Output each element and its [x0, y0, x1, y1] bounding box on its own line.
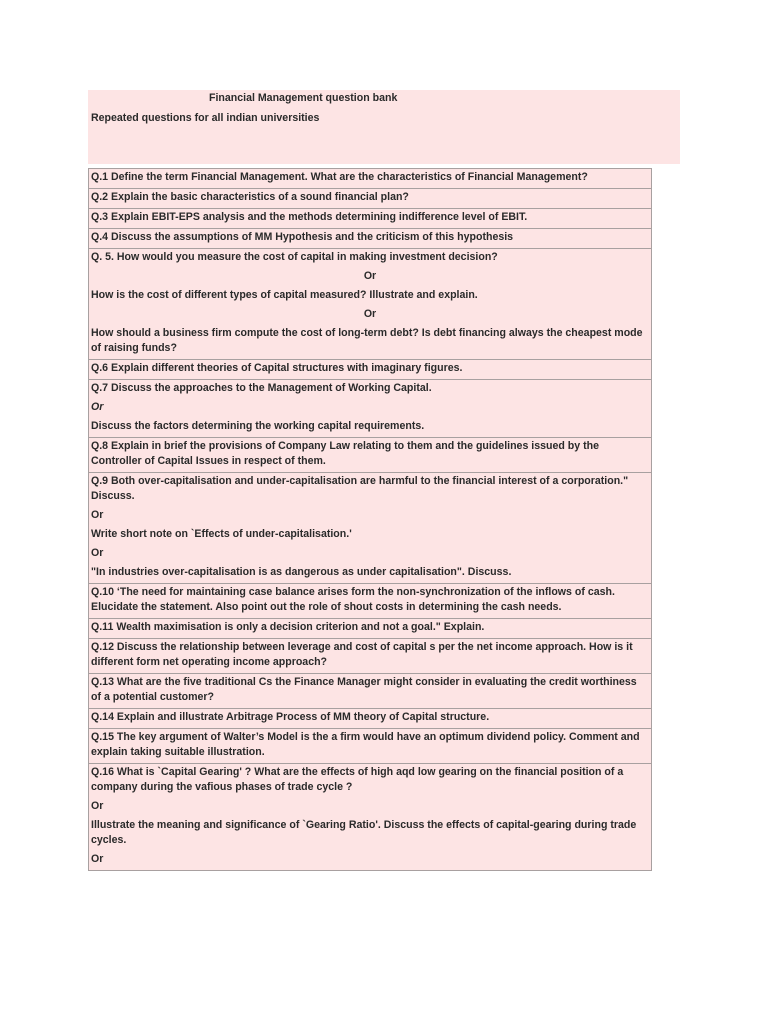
- question-cell: [89, 473, 652, 584]
- question-alt-text: "In industries over-capitalisation is as dangerous as under capitalisation". Discuss.: [91, 566, 512, 578]
- question-text: Q.6 Explain different theories of Capital structures with imaginary figures.: [91, 362, 463, 374]
- question-text: Q.13 What are the five traditional Cs the Finance Manager might consider in evaluating the credit worthiness of a potential customer?: [91, 676, 637, 703]
- question-cell: [89, 380, 652, 438]
- question-row: [89, 380, 652, 438]
- question-text: Q.15 The key argument of Walter’s Model is the a firm would have an optimum dividend policy. Comment and explain taking suitable illustration.: [91, 731, 640, 758]
- question-cell: [89, 639, 652, 674]
- question-row: [89, 674, 652, 709]
- question-row: [89, 189, 652, 209]
- question-cell: [89, 249, 652, 360]
- question-row: [89, 209, 652, 229]
- question-row: [89, 438, 652, 473]
- question-text: Q.11 Wealth maximisation is only a decision criterion and not a goal." Explain.: [91, 621, 485, 633]
- or-separator: Or: [363, 270, 377, 282]
- question-text: Q.12 Discuss the relationship between leverage and cost of capital s per the net income approach. How is it different form net operating income approach?: [91, 641, 633, 668]
- question-table: [88, 168, 652, 871]
- question-cell: [89, 438, 652, 473]
- or-separator: Or: [91, 401, 104, 413]
- question-text: Q.4 Discuss the assumptions of MM Hypothesis and the criticism of this hypothesis: [91, 231, 514, 243]
- question-cell: [89, 674, 652, 709]
- question-text: Q.10 ‘The need for maintaining case balance arises form the non-synchronization of the inflows of cash. Elucidate the statement. Also point out the role of shout costs in determining the cash needs.: [91, 586, 615, 613]
- question-row: [89, 729, 652, 764]
- document-header: [88, 90, 680, 164]
- question-cell: [89, 729, 652, 764]
- question-cell: [89, 229, 652, 249]
- question-cell: [89, 584, 652, 619]
- question-text: Q.9 Both over-capitalisation and under-capitalisation are harmful to the financial interest of a corporation." Discuss.: [91, 475, 629, 502]
- question-row: [89, 639, 652, 674]
- question-cell: [89, 709, 652, 729]
- question-text: Q. 5. How would you measure the cost of capital in making investment decision?: [91, 251, 498, 263]
- document-title: Financial Management question bank: [209, 92, 398, 104]
- question-cell: [89, 169, 652, 189]
- question-alt-text: Discuss the factors determining the working capital requirements.: [91, 420, 425, 432]
- question-row: [89, 584, 652, 619]
- question-cell: [89, 360, 652, 380]
- question-row: [89, 764, 652, 871]
- question-text: Q.16 What is `Capital Gearing' ? What are the effects of high aqd low gearing on the financial position of a company during the vafious phases of trade cycle ?: [91, 766, 624, 793]
- or-separator: Or: [363, 308, 377, 320]
- question-alt-text: Illustrate the meaning and significance of `Gearing Ratio'. Discuss the effects of capital-gearing during trade cycles.: [91, 819, 637, 846]
- question-text: Q.2 Explain the basic characteristics of a sound financial plan?: [91, 191, 409, 203]
- question-alt-text: How should a business firm compute the cost of long-term debt? Is debt financing always the cheapest mode of raising funds?: [91, 327, 643, 354]
- or-separator: Or: [91, 509, 104, 521]
- question-alt-text: How is the cost of different types of capital measured? Illustrate and explain.: [91, 289, 478, 301]
- question-cell: [89, 764, 652, 871]
- or-separator: Or: [91, 853, 104, 865]
- question-alt-text: Write short note on `Effects of under-capitalisation.': [91, 528, 352, 540]
- question-text: Q.3 Explain EBIT-EPS analysis and the methods determining indifference level of EBIT.: [91, 211, 528, 223]
- question-row: [89, 360, 652, 380]
- question-text: Q.7 Discuss the approaches to the Management of Working Capital.: [91, 382, 432, 394]
- or-separator: Or: [91, 800, 104, 812]
- question-text: Q.14 Explain and illustrate Arbitrage Process of MM theory of Capital structure.: [91, 711, 490, 723]
- question-row: [89, 619, 652, 639]
- question-row: [89, 709, 652, 729]
- or-separator: Or: [91, 547, 104, 559]
- question-cell: [89, 189, 652, 209]
- question-cell: [89, 619, 652, 639]
- question-text: Q.1 Define the term Financial Management. What are the characteristics of Financial Management?: [91, 171, 588, 183]
- question-row: [89, 229, 652, 249]
- question-row: [89, 473, 652, 584]
- question-cell: [89, 209, 652, 229]
- document-subtitle: Repeated questions for all indian universities: [91, 112, 320, 124]
- question-row: [89, 249, 652, 360]
- question-row: [89, 169, 652, 189]
- question-text: Q.8 Explain in brief the provisions of Company Law relating to them and the guidelines issued by the Controller of Capital Issues in respect of them.: [91, 440, 599, 467]
